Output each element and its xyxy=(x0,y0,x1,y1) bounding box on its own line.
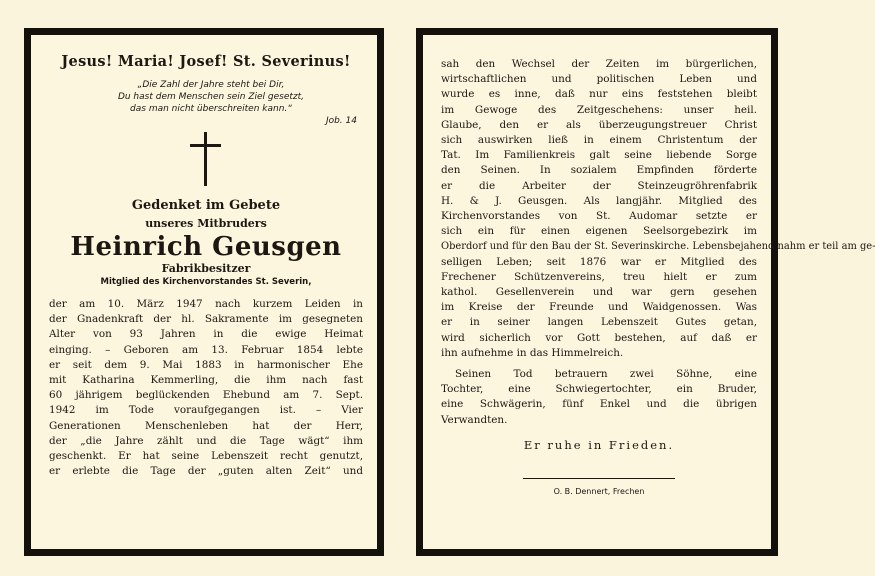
text-line: der Gnadenkraft der hl. Sakramente im gesegneten xyxy=(49,313,363,326)
left-panel xyxy=(24,28,384,556)
text-line: er seit dem 9. Mai 1883 in harmonischer Ehe xyxy=(49,358,363,371)
mourners-text xyxy=(441,367,757,428)
deceased-name: Heinrich Geusgen xyxy=(70,232,342,262)
text-line: kathol. Gesellenverein und war gern gesehen xyxy=(441,286,757,299)
text-line: Frechener Schützenvereins, treu hielt er zum xyxy=(441,270,757,283)
text-line: im Gewoge des Zeitgeschehens: unser heil. xyxy=(441,103,757,116)
text-line: 60 jährigem beglückenden Ehebund am 7. Sept. xyxy=(49,389,363,402)
divider xyxy=(523,478,675,479)
text-line: der am 10. März 1947 nach kurzem Leiden in xyxy=(49,298,363,310)
text-line: wird sicherlich vor Gott bestehen, auf daß er xyxy=(441,331,757,344)
text-line: er erlebte die Tage der „guten alten Zeit“ und xyxy=(49,465,363,478)
obituary-text-left xyxy=(49,297,363,479)
membership: Mitglied des Kirchenvorstandes St. Severin, xyxy=(100,277,312,287)
header-invocation: Jesus! Maria! Josef! St. Severinus! xyxy=(61,53,351,70)
text-line: Verwandten. xyxy=(441,413,508,426)
text-line: er die Arbeiter der Steinzeugröhrenfabrik xyxy=(441,179,757,192)
verse-line: das man nicht überschreiten kann.“ xyxy=(130,104,292,114)
printer-credit: O. B. Dennert, Frechen xyxy=(553,486,645,496)
obituary-text-right xyxy=(441,57,875,361)
text-line: der „die Jahre zählt und die Tage wägt“ ihm xyxy=(49,434,363,447)
text-line: ihn aufnehme in das Himmelreich. xyxy=(441,346,624,359)
text-line: wirtschaftlichen und politischen Leben und xyxy=(441,73,757,86)
text-line: selligen Leben; seit 1876 war er Mitglied des xyxy=(441,255,757,268)
verse-line: Du hast dem Menschen sein Ziel gesetzt, xyxy=(117,92,305,102)
right-panel xyxy=(416,28,875,556)
text-line: H. & J. Geusgen. Als langjähr. Mitglied des xyxy=(441,194,757,207)
cross-icon xyxy=(186,132,226,188)
text-line: Tat. Im Familienkreis galt seine liebende Sorge xyxy=(441,149,757,162)
text-line: Kirchenvorstandes von St. Audomar setzte er xyxy=(441,210,757,223)
text-line: sich ein für einen eigenen Seelsorgebezirk im xyxy=(441,225,757,238)
text-line: einging. – Geboren am 13. Februar 1854 lebte xyxy=(49,343,363,356)
rest-in-peace: Er ruhe in Frieden. xyxy=(523,437,675,452)
text-line: geschenkt. Er hat seine Lebenszeit recht genutzt, xyxy=(49,450,363,463)
verse-reference: Job. 14 xyxy=(325,116,357,126)
text-line: eine Schwägerin, fünf Enkel und die übrigen xyxy=(441,398,757,411)
text-line: sich auswirken ließ in einem Christentum der xyxy=(441,134,757,147)
verse xyxy=(69,79,353,115)
verse-line: „Die Zahl der Jahre steht bei Dir, xyxy=(137,80,285,90)
text-line: wurde es inne, daß nur eins feststehen bleibt xyxy=(441,88,757,101)
text-line: er in seiner langen Lebenszeit Gutes getan, xyxy=(441,316,757,329)
text-line: Alter von 93 Jahren in die ewige Heimat xyxy=(49,328,363,341)
text-line: Seinen Tod betrauern zwei Söhne, eine xyxy=(455,368,757,381)
text-line: im Kreise der Freunde und Waidgenossen. Was xyxy=(441,301,757,314)
text-line: mit Katharina Kemmerling, die ihm nach fast xyxy=(49,374,363,387)
occupation: Fabrikbesitzer xyxy=(161,262,251,275)
intro-line-2: unseres Mitbruders xyxy=(145,217,267,230)
text-line: sah den Wechsel der Zeiten im bürgerlichen, xyxy=(441,58,757,70)
text-line: den Seinen. In sozialem Empfinden förderte xyxy=(441,164,757,177)
text-line: Tochter, eine Schwiegertochter, ein Bruder, xyxy=(441,383,757,396)
text-line: Oberdorf und für den Bau der St. Severinskirche. Lebensbejahend nahm er teil am ge- xyxy=(441,241,875,253)
text-line: 1942 im Tode voraufgegangen ist. – Vier xyxy=(49,404,363,417)
text-line: Generationen Menschenleben hat der Herr, xyxy=(49,419,363,432)
text-line: Glaube, den er als überzeugungstreuer Christ xyxy=(441,118,757,131)
intro-line-1: Gedenket im Gebete xyxy=(131,198,281,213)
